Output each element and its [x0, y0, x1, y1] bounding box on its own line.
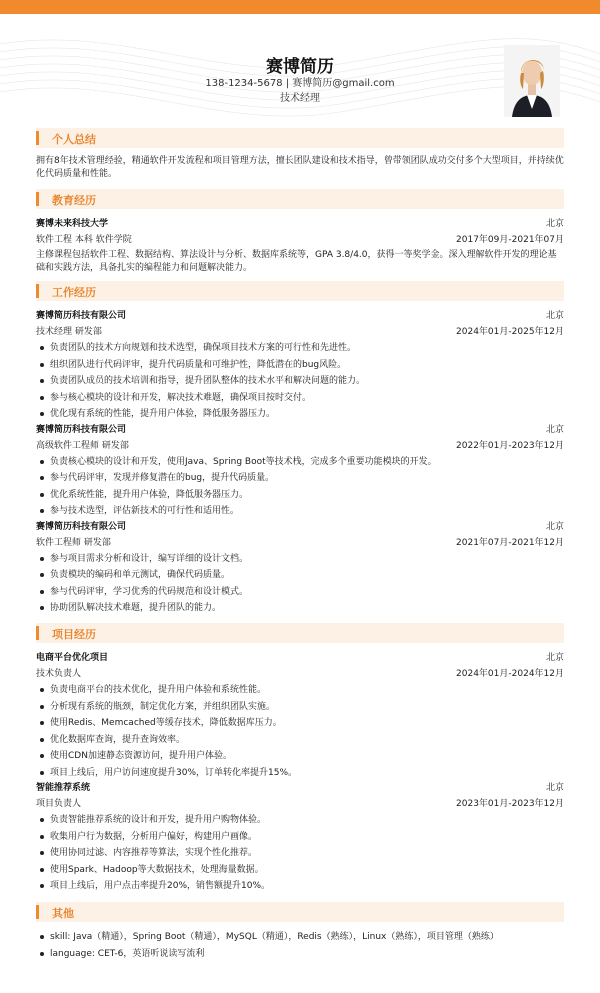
period: 2024年01月-2025年12月: [456, 327, 564, 337]
location: 北京: [545, 311, 564, 321]
period: 2023年01月-2023年12月: [456, 799, 564, 809]
list-item: 收集用户行为数据，分析用户偏好，构建用户画像。: [36, 829, 564, 846]
work-bullets: [36, 340, 564, 423]
list-item: 参与项目需求分析和设计，编写详细的设计文档。: [36, 551, 564, 568]
section-header: [36, 623, 564, 643]
list-item: 使用协同过滤、内容推荐等算法，实现个性化推荐。: [36, 845, 564, 862]
list-item: 项目上线后，用户访问速度提升30%，订单转化率提升15%。: [36, 765, 564, 782]
project-bullets: [36, 812, 564, 895]
list-item: 分析现有系统的瓶颈，制定优化方案，并组织团队实施。: [36, 699, 564, 716]
section-title: 项目经历: [52, 628, 96, 641]
period: 2024年01月-2024年12月: [456, 669, 564, 679]
location: 北京: [545, 653, 564, 663]
resume-name: 赛博简历: [266, 57, 334, 77]
project-name: 电商平台优化项目: [36, 653, 109, 663]
section-accent-bar: [36, 192, 39, 206]
section-title: 教育经历: [52, 194, 96, 207]
role: 高级软件工程师 研发部: [36, 440, 129, 451]
period: 2021年07月-2021年12月: [456, 537, 564, 548]
list-item: 优化数据库查询，提升查询效率。: [36, 732, 564, 749]
list-item: 负责团队的技术方向规划和技术选型，确保项目技术方案的可行性和先进性。: [36, 340, 564, 357]
summary-section: [36, 128, 564, 181]
work-bullets: [36, 551, 564, 617]
work-entry-sub: [36, 536, 564, 551]
list-item: 参与代码评审，发现并修复潜在的bug，提升代码质量。: [36, 470, 564, 487]
list-item: 负责智能推荐系统的设计和开发，提升用户购物体验。: [36, 812, 564, 829]
degree: 软件工程 本科 软件学院: [36, 235, 132, 245]
section-header: [36, 128, 564, 148]
list-item: 协助团队解决技术难题，提升团队的能力。: [36, 600, 564, 617]
list-item: 优化现有系统的性能，提升用户体验，降低服务器压力。: [36, 406, 564, 423]
section-accent-bar: [36, 905, 39, 919]
work-entry-sub: [36, 325, 564, 340]
education-entry-header: [36, 217, 564, 232]
company-name: 赛博简历科技有限公司: [36, 424, 127, 435]
list-item: skill: Java（精通），Spring Boot（精通），MySQL（精通），Redis（熟练），Linux（熟练），项目管理（熟练）: [36, 929, 564, 946]
company-name: 赛博简历科技有限公司: [36, 521, 127, 532]
list-item: 使用Redis、Memcached等缓存技术，降低数据库压力。: [36, 715, 564, 732]
section-title: 其他: [52, 907, 74, 920]
contact-info: 138-1234-5678 | 赛博简历@gmail.com: [205, 78, 395, 89]
section-title: 工作经历: [52, 286, 96, 299]
section-header: [36, 189, 564, 209]
role: 软件工程师 研发部: [36, 537, 111, 548]
education-section: [36, 189, 564, 275]
role: 技术负责人: [36, 669, 82, 679]
location: 北京: [545, 521, 564, 532]
list-item: 参与核心模块的设计和开发，解决技术难题，确保项目按时交付。: [36, 390, 564, 407]
project-entry-header: [36, 651, 564, 666]
section-header: [36, 902, 564, 922]
work-entry-sub: [36, 439, 564, 454]
profile-photo: [504, 45, 560, 117]
project-entry-sub: [36, 667, 564, 682]
period: 2017年09月-2021年07月: [456, 235, 564, 245]
school-name: 赛博未来科技大学: [36, 219, 109, 229]
projects-section: [36, 623, 564, 895]
job-target: 技术经理: [280, 93, 320, 104]
work-section: [36, 281, 564, 617]
work-entry-header: [36, 423, 564, 438]
list-item: 负责模块的编码和单元测试，确保代码质量。: [36, 567, 564, 584]
summary-text: 拥有8年技术管理经验，精通软件开发流程和项目管理方法，擅长团队建设和技术指导，曾带领团队成功交付多个大型项目，并持续优化代码质量和性能。: [36, 156, 564, 179]
education-desc: 主修课程包括软件工程、数据结构、算法设计与分析、数据库系统等，GPA 3.8/4.0，获得一等奖学金。深入理解软件开发的理论基础和实践方法，具备扎实的编程能力和问题解决能力。: [36, 250, 557, 273]
other-section: [36, 902, 564, 962]
section-header: [36, 281, 564, 301]
list-item: 负责团队成员的技术培训和指导，提升团队整体的技术水平和解决问题的能力。: [36, 373, 564, 390]
location: 北京: [545, 424, 564, 435]
section-accent-bar: [36, 626, 39, 640]
work-entry-header: [36, 520, 564, 535]
project-name: 智能推荐系统: [36, 783, 91, 793]
list-item: language: CET-6，英语听说读写流利: [36, 946, 564, 963]
list-item: 负责核心模块的设计和开发，使用Java、Spring Boot等技术栈，完成多个重要功能模块的开发。: [36, 454, 564, 471]
top-accent-bar: [0, 0, 600, 14]
project-entry-header: [36, 781, 564, 796]
other-bullets: [36, 929, 564, 962]
work-entry-header: [36, 309, 564, 324]
list-item: 使用CDN加速静态资源访问，提升用户体验。: [36, 748, 564, 765]
section-accent-bar: [36, 284, 39, 298]
location: 北京: [545, 783, 564, 793]
list-item: 项目上线后，用户点击率提升20%，销售额提升10%。: [36, 878, 564, 895]
list-item: 负责电商平台的技术优化，提升用户体验和系统性能。: [36, 682, 564, 699]
work-bullets: [36, 454, 564, 520]
list-item: 优化系统性能，提升用户体验，降低服务器压力。: [36, 487, 564, 504]
company-name: 赛博简历科技有限公司: [36, 311, 127, 321]
list-item: 使用Spark、Hadoop等大数据技术，处理海量数据。: [36, 862, 564, 879]
list-item: 组织团队进行代码评审，提升代码质量和可维护性，降低潜在的bug风险。: [36, 357, 564, 374]
section-accent-bar: [36, 131, 39, 145]
role: 项目负责人: [36, 799, 82, 809]
list-item: 参与代码评审，学习优秀的代码规范和设计模式。: [36, 584, 564, 601]
project-entry-sub: [36, 797, 564, 812]
project-bullets: [36, 682, 564, 781]
education-entry-sub: [36, 233, 564, 248]
location: 北京: [545, 219, 564, 229]
period: 2022年01月-2023年12月: [456, 440, 564, 451]
list-item: 参与技术选型，评估新技术的可行性和适用性。: [36, 503, 564, 520]
section-title: 个人总结: [52, 133, 96, 146]
role: 技术经理 研发部: [36, 327, 102, 337]
